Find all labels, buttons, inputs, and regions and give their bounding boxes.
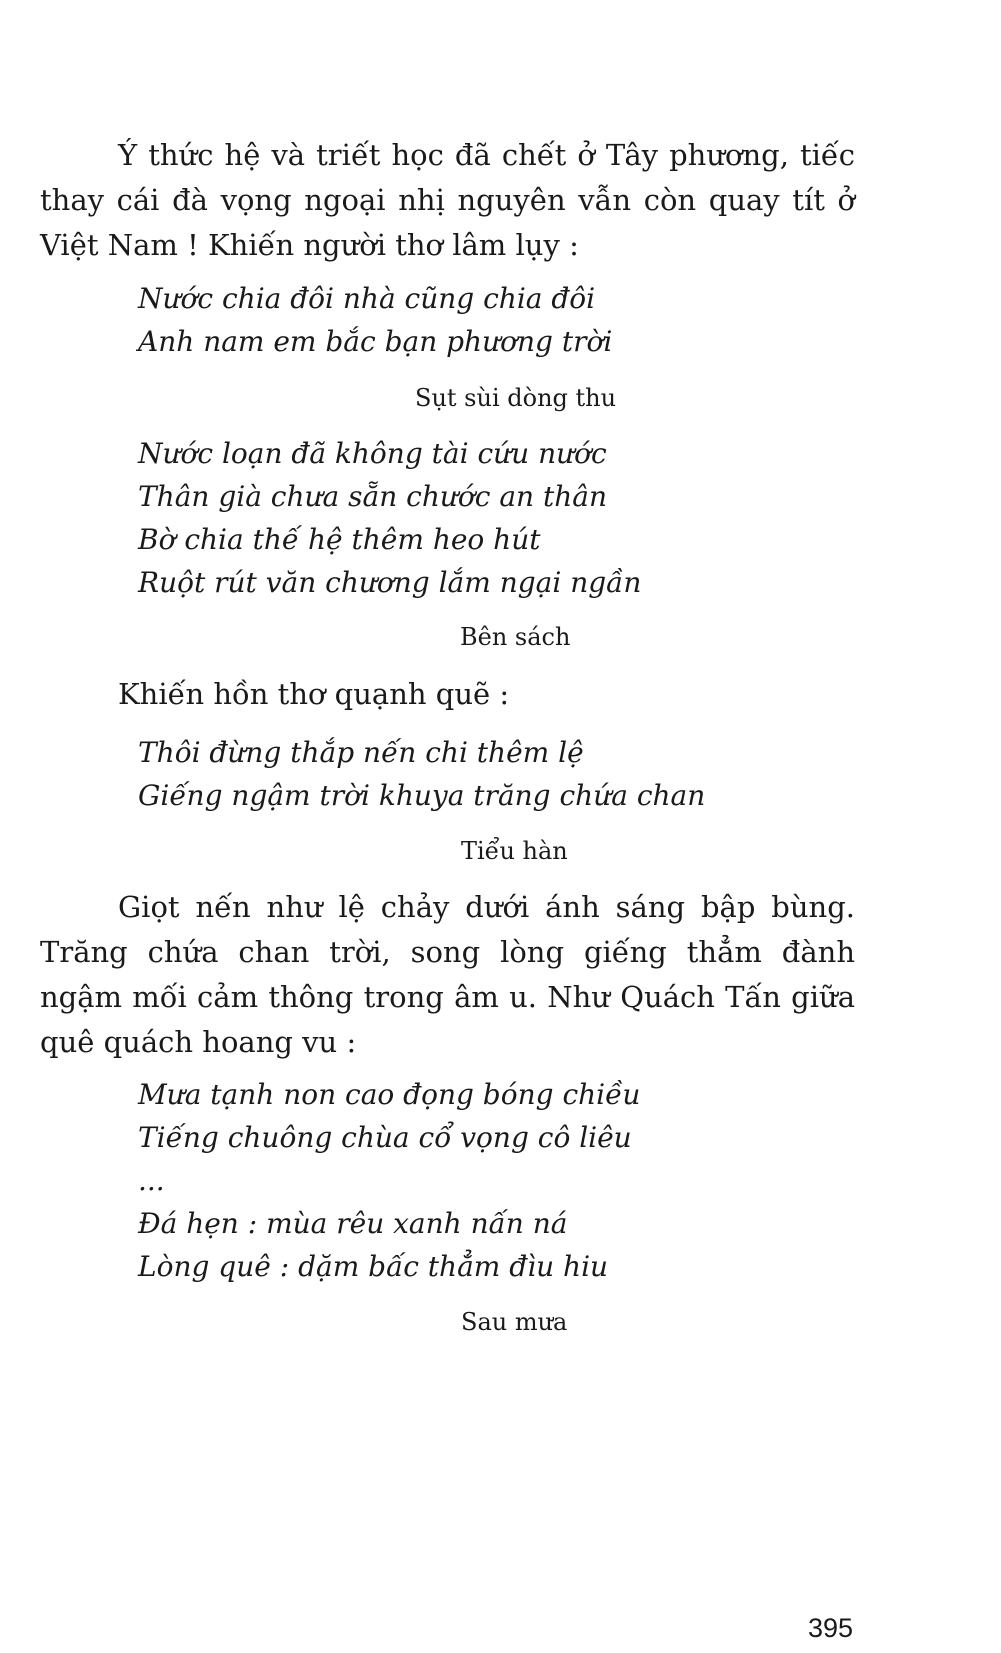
paragraph-2 [40,672,855,717]
paragraph-2-text: Khiến hồn thơ quạnh quẽ : [118,677,510,711]
poem-4-line-4: Đá hẹn : mùa rêu xanh nấn ná [138,1207,568,1240]
poem-2-line-1: Nước loạn đã không tài cứu nước [138,437,607,470]
poem-1-line-2: Anh nam em bắc bạn phương trời [138,325,613,358]
poem-4-line-1: Mưa tạnh non cao đọng bóng chiều [138,1078,641,1111]
poem-3-line-1: Thôi đừng thắp nến chi thêm lệ [138,736,584,769]
paragraph-1-text: Ý thức hệ và triết học đã chết ở Tây phương, tiếc thay cái đà vọng ngoại nhị nguyên vẫn còn quay tít ở Việt Nam ! Khiến người thơ lâm lụy : [40,138,855,262]
poem-2-line-4: Ruột rút văn chương lắm ngại ngần [138,566,642,599]
page-number: 395 [808,1613,854,1643]
poem-3-source: Tiểu hàn [461,837,568,865]
paragraph-1 [40,133,855,268]
poem-2 [138,432,641,604]
poem-4 [138,1073,640,1288]
poem-1-line-1: Nước chia đôi nhà cũng chia đôi [138,282,596,315]
poem-2-source: Bên sách [460,623,571,651]
poem-2-line-2: Thân già chưa sẵn chước an thân [138,480,607,513]
poem-4-line-2: Tiếng chuông chùa cổ vọng cô liêu [138,1121,632,1154]
paragraph-3 [40,885,855,1065]
poem-3 [138,731,705,817]
poem-1 [138,277,612,363]
poem-2-line-3: Bờ chia thế hệ thêm heo hút [138,523,541,556]
poem-4-line-3: ... [138,1164,165,1197]
poem-4-line-5: Lòng quê : dặm bấc thẳm đìu hiu [138,1250,609,1283]
poem-3-line-2: Giếng ngậm trời khuya trăng chứa chan [138,779,706,812]
paragraph-3-text: Giọt nến như lệ chảy dưới ánh sáng bập bùng. Trăng chứa chan trời, song lòng giếng thẳm đành ngậm mối cảm thông trong âm u. Như Quách Tấn giữa quê quách hoang vu : [40,890,855,1059]
poem-1-source: Sụt sùi dòng thu [415,384,617,412]
poem-4-source: Sau mưa [461,1308,568,1336]
